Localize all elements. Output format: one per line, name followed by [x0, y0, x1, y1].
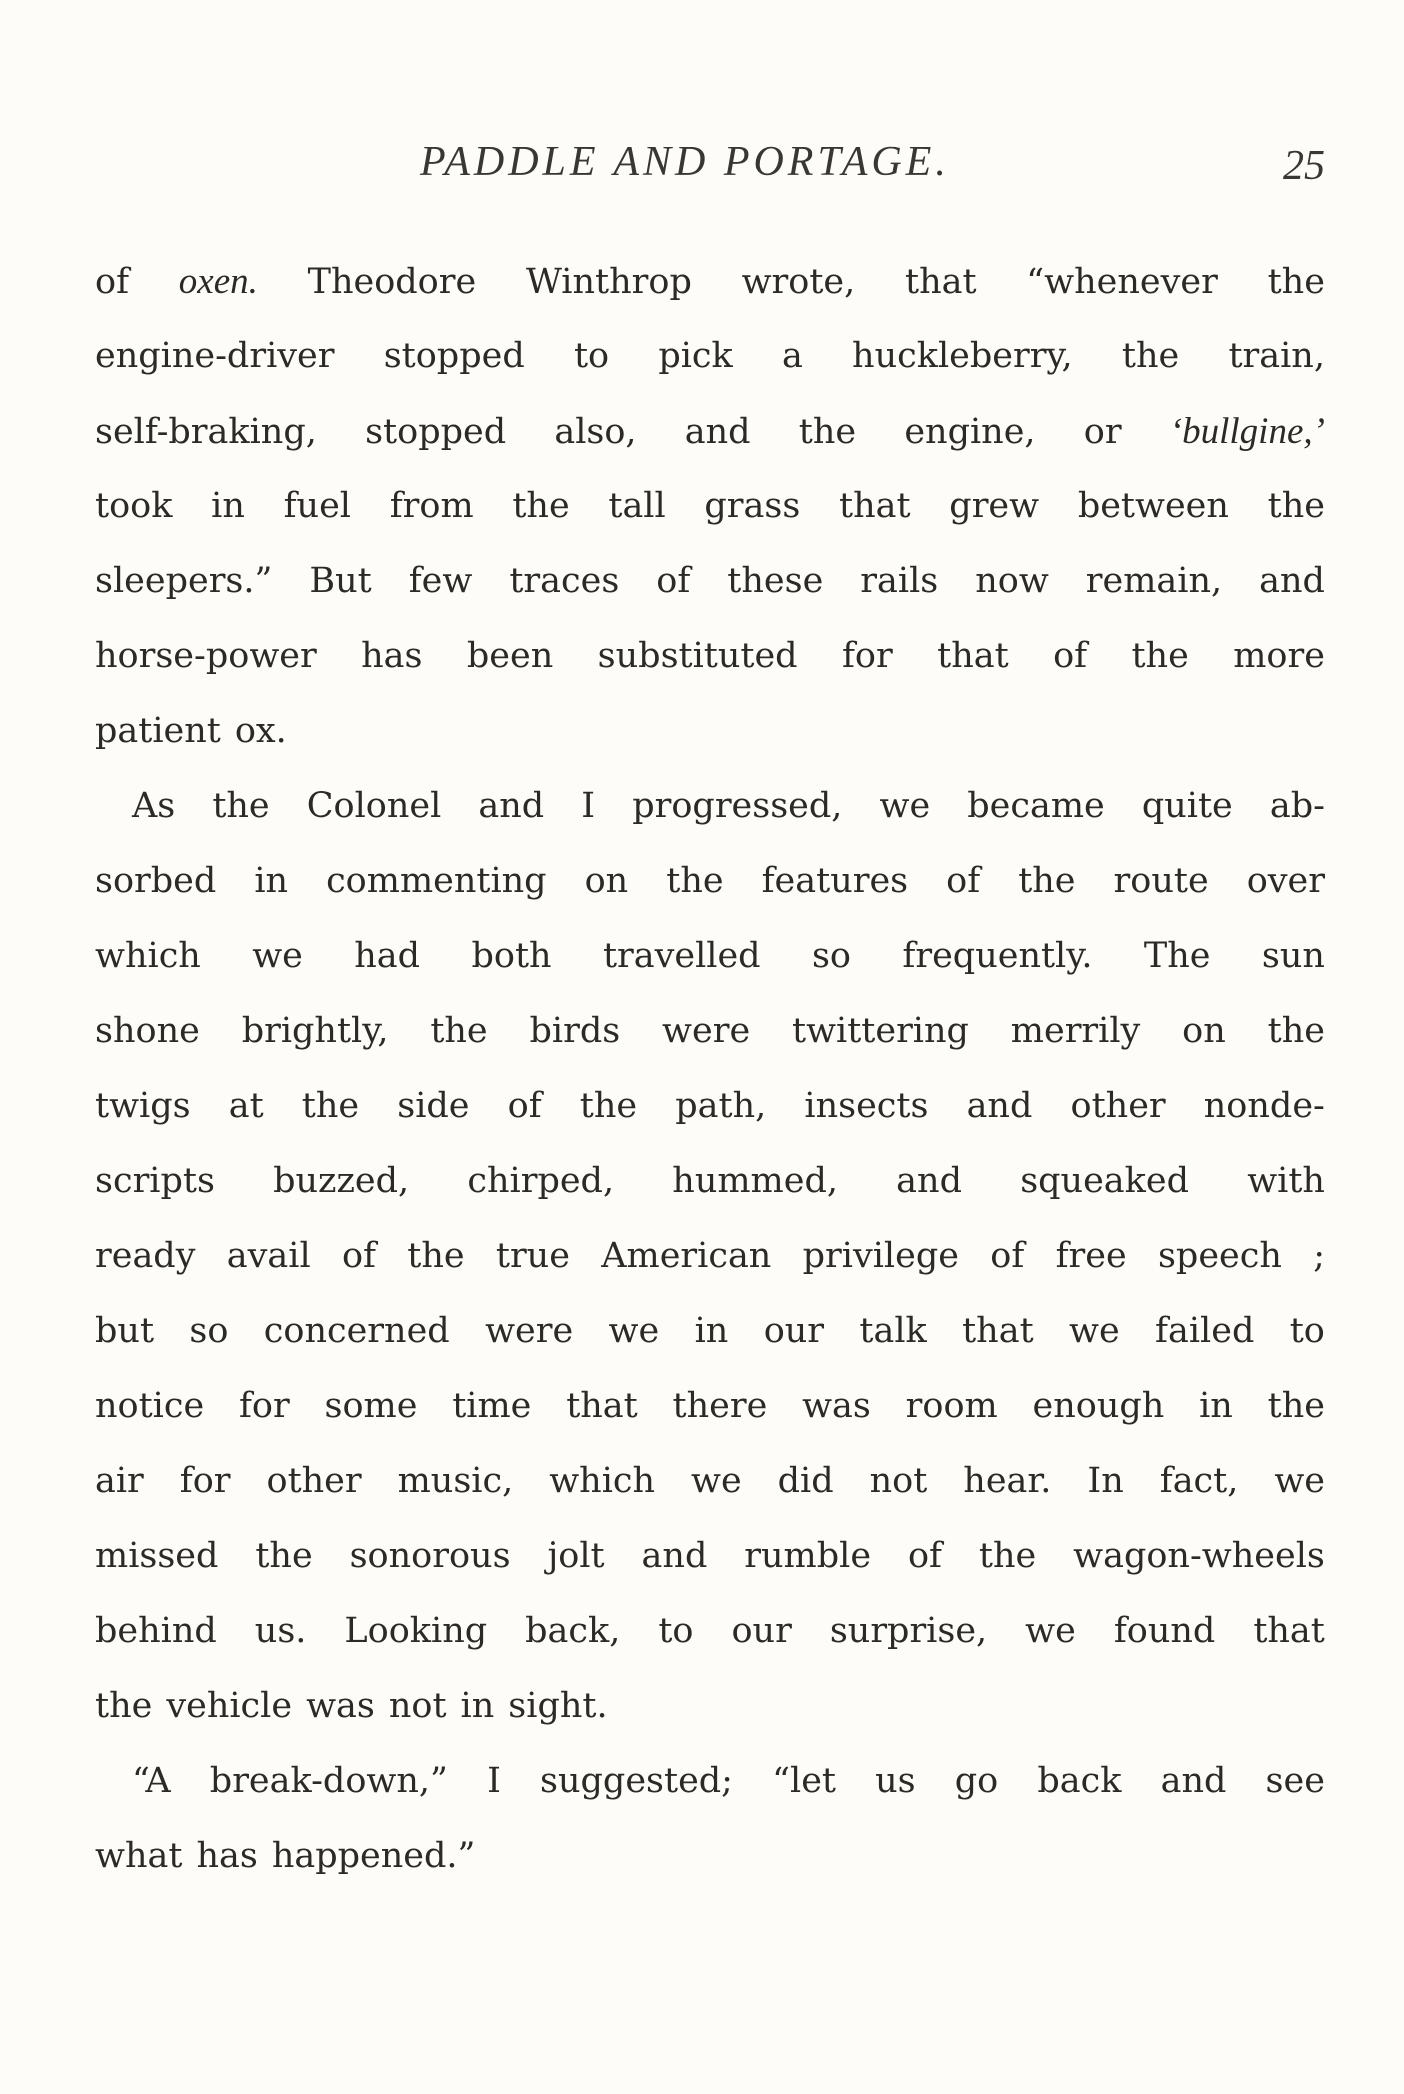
word: Theodore — [307, 262, 477, 302]
text-line — [95, 1444, 1325, 1519]
word: failed — [1155, 1311, 1255, 1351]
word: that — [839, 486, 911, 526]
word: commenting — [326, 861, 547, 901]
word: merrily — [1010, 1011, 1141, 1051]
word: back, — [525, 1611, 621, 1651]
word: notice — [95, 1386, 205, 1426]
text-line — [95, 394, 1325, 469]
word: and — [684, 412, 751, 452]
text-line — [95, 994, 1325, 1069]
word: squeaked — [1020, 1161, 1190, 1201]
word: buzzed, — [273, 1161, 410, 1201]
word: but — [95, 1311, 155, 1351]
word: back — [1037, 1761, 1122, 1801]
word: side — [397, 1086, 470, 1126]
word: we — [608, 1311, 660, 1351]
word: for — [238, 1386, 290, 1426]
word: scripts — [95, 1161, 215, 1201]
word: the — [798, 412, 857, 452]
word: was — [802, 1386, 871, 1426]
word: sight. — [508, 1686, 608, 1726]
word: insects — [804, 1086, 929, 1126]
word: features — [761, 861, 909, 901]
text-line — [95, 919, 1325, 994]
page-number: 25 — [1283, 143, 1325, 189]
word: had — [354, 936, 421, 976]
word: The — [1143, 936, 1211, 976]
word: chirped, — [467, 1161, 615, 1201]
word: not — [388, 1686, 447, 1726]
word: stopped — [365, 412, 507, 452]
word: of — [656, 561, 691, 601]
word: were — [662, 1011, 751, 1051]
word: huckleberry, — [852, 336, 1073, 376]
word: in — [1199, 1386, 1233, 1426]
word: patient — [95, 711, 221, 751]
text-line — [95, 1744, 1325, 1819]
word: the — [1267, 1011, 1325, 1051]
word: horse-power — [95, 636, 317, 676]
running-title: PADDLE AND PORTAGE. — [420, 139, 950, 185]
word: true — [495, 1236, 570, 1276]
word: talk — [859, 1311, 927, 1351]
running-header — [95, 138, 1325, 198]
word: see — [1265, 1761, 1325, 1801]
word: at — [228, 1086, 264, 1126]
text-line — [95, 319, 1325, 394]
word: which — [549, 1461, 656, 1501]
word: happened.” — [271, 1836, 476, 1876]
word: of — [95, 262, 130, 302]
text-line — [95, 769, 1325, 844]
word: rails — [860, 561, 939, 601]
word: path, — [675, 1086, 767, 1126]
word: go — [954, 1761, 999, 1801]
word: of — [341, 1236, 376, 1276]
word: time — [452, 1386, 532, 1426]
word: or — [1083, 412, 1122, 452]
word: what — [95, 1836, 183, 1876]
word: between — [1077, 486, 1229, 526]
word: But — [309, 561, 372, 601]
word: we — [1069, 1311, 1120, 1351]
word: us — [875, 1761, 916, 1801]
word: free — [1055, 1236, 1127, 1276]
word: room — [905, 1386, 998, 1426]
word: the — [301, 1086, 360, 1126]
word: now — [975, 561, 1049, 601]
word: twittering — [792, 1011, 969, 1051]
word: of — [990, 1236, 1025, 1276]
word: the — [1018, 861, 1076, 901]
word: from — [389, 486, 474, 526]
word: we — [252, 936, 303, 976]
word: in — [211, 486, 245, 526]
word: air — [95, 1461, 144, 1501]
word: grass — [704, 486, 801, 526]
word: the — [95, 1686, 153, 1726]
word: so — [811, 936, 852, 976]
italic-word: ‘bullgine,’ — [1169, 411, 1325, 452]
word: few — [408, 561, 473, 601]
word: progressed, — [632, 786, 843, 826]
word: and — [1259, 561, 1325, 601]
word: were — [485, 1311, 574, 1351]
word: for — [841, 636, 893, 676]
word: “whenever — [1026, 262, 1218, 302]
word: fuel — [283, 486, 351, 526]
word: the — [430, 1011, 488, 1051]
word: both — [471, 936, 552, 976]
text-line — [95, 1669, 1325, 1744]
word: the — [1267, 486, 1325, 526]
text-line — [95, 1294, 1325, 1369]
word: pick — [658, 336, 733, 376]
word: that — [962, 1311, 1034, 1351]
word: frequently. — [902, 936, 1093, 976]
word: the — [1267, 262, 1325, 302]
word: we — [691, 1461, 742, 1501]
word: rumble — [744, 1536, 872, 1576]
word: to — [573, 336, 610, 376]
word: we — [1025, 1611, 1076, 1651]
word: which — [95, 936, 201, 976]
word: also, — [554, 412, 637, 452]
text-line — [95, 1219, 1325, 1294]
word: of — [507, 1086, 542, 1126]
word: “A — [132, 1761, 171, 1801]
word: the — [666, 861, 724, 901]
word: tall — [608, 486, 666, 526]
word: other — [266, 1461, 362, 1501]
word: music, — [397, 1461, 514, 1501]
word: Winthrop — [525, 262, 692, 302]
word: us. — [254, 1611, 307, 1651]
word: self-braking, — [95, 412, 317, 452]
word: traces — [509, 561, 620, 601]
word: these — [727, 561, 824, 601]
word: our — [731, 1611, 792, 1651]
word: remain, — [1085, 561, 1223, 601]
text-line — [95, 544, 1325, 619]
word: substituted — [597, 636, 798, 676]
word: the — [1267, 1386, 1325, 1426]
word: hummed, — [672, 1161, 838, 1201]
text-line — [95, 1369, 1325, 1444]
word: the — [512, 486, 570, 526]
word: route — [1113, 861, 1209, 901]
word: Colonel — [306, 786, 442, 826]
word: ab- — [1269, 786, 1325, 826]
word: jolt — [547, 1536, 605, 1576]
word: suggested; — [540, 1761, 733, 1801]
word: the — [255, 1536, 313, 1576]
word: the — [1121, 336, 1180, 376]
word: that — [1253, 1611, 1325, 1651]
word: wagon-wheels — [1073, 1536, 1325, 1576]
word: on — [584, 861, 629, 901]
word: grew — [949, 486, 1040, 526]
word: to — [658, 1611, 694, 1651]
word: wrote, — [741, 262, 856, 302]
text-line — [95, 619, 1325, 694]
word: Looking — [344, 1611, 488, 1651]
word: of — [907, 1536, 942, 1576]
word: avail — [226, 1236, 311, 1276]
word: of — [1053, 636, 1088, 676]
word: American — [601, 1236, 772, 1276]
word: twigs — [95, 1086, 191, 1126]
word: in — [254, 861, 289, 901]
word: a — [781, 336, 803, 376]
word: speech — [1157, 1236, 1282, 1276]
italic-word: oxen. — [178, 261, 258, 302]
word: the — [212, 786, 270, 826]
word: enough — [1032, 1386, 1165, 1426]
word: some — [324, 1386, 418, 1426]
text-line — [95, 1069, 1325, 1144]
word: on — [1182, 1011, 1226, 1051]
word: As — [132, 786, 176, 826]
text-line — [95, 1819, 1325, 1894]
word: the — [579, 1086, 638, 1126]
word: engine-driver — [95, 336, 335, 376]
word: has — [361, 636, 423, 676]
word: train, — [1228, 336, 1325, 376]
word: ox. — [234, 711, 287, 751]
word: concerned — [263, 1311, 450, 1351]
text-line — [95, 1144, 1325, 1219]
word: we — [1274, 1461, 1325, 1501]
word: sonorous — [349, 1536, 511, 1576]
word: “let — [772, 1761, 836, 1801]
word: behind — [95, 1611, 217, 1651]
word: there — [672, 1386, 768, 1426]
word: brightly, — [241, 1011, 389, 1051]
word: the — [1131, 636, 1189, 676]
word: I — [487, 1761, 501, 1801]
word: and — [966, 1086, 1033, 1126]
text-line — [95, 844, 1325, 919]
text-line — [95, 469, 1325, 544]
word: surprise, — [829, 1611, 988, 1651]
word: been — [466, 636, 554, 676]
word: the — [407, 1236, 465, 1276]
word: has — [196, 1836, 258, 1876]
word: that — [937, 636, 1009, 676]
word: that — [905, 262, 977, 302]
word: we — [879, 786, 931, 826]
word: with — [1247, 1161, 1325, 1201]
word: engine, — [904, 412, 1036, 452]
word: and — [478, 786, 545, 826]
word: other — [1070, 1086, 1166, 1126]
word: that — [566, 1386, 638, 1426]
word: so — [189, 1311, 229, 1351]
word: birds — [529, 1011, 621, 1051]
word: sorbed — [95, 861, 217, 901]
word: to — [1289, 1311, 1325, 1351]
word: and — [641, 1536, 708, 1576]
word: vehicle — [166, 1686, 293, 1726]
body-text — [95, 244, 1325, 1894]
word: break-down,” — [209, 1761, 448, 1801]
word: fact, — [1159, 1461, 1239, 1501]
word: travelled — [602, 936, 761, 976]
word: for — [179, 1461, 231, 1501]
word: did — [777, 1461, 834, 1501]
word: not — [869, 1461, 928, 1501]
word: ; — [1313, 1236, 1325, 1276]
word: over — [1246, 861, 1325, 901]
word: became — [967, 786, 1105, 826]
word: hear. — [963, 1461, 1052, 1501]
word: ready — [95, 1236, 196, 1276]
word: and — [896, 1161, 962, 1201]
word: of — [946, 861, 981, 901]
text-line — [95, 694, 1325, 769]
text-line — [95, 1594, 1325, 1669]
word: sleepers.” — [95, 561, 273, 601]
word: the — [978, 1536, 1037, 1576]
word: in — [460, 1686, 495, 1726]
word: sun — [1261, 936, 1325, 976]
word: found — [1113, 1611, 1216, 1651]
word: nonde- — [1203, 1086, 1325, 1126]
word: more — [1233, 636, 1325, 676]
word: and — [1160, 1761, 1227, 1801]
word: I — [581, 786, 596, 826]
word: took — [95, 486, 173, 526]
word: our — [763, 1311, 825, 1351]
word: missed — [95, 1536, 219, 1576]
word: stopped — [383, 336, 525, 376]
word: In — [1087, 1461, 1124, 1501]
word: in — [694, 1311, 729, 1351]
text-line — [95, 244, 1325, 319]
word: privilege — [802, 1236, 959, 1276]
text-line — [95, 1519, 1325, 1594]
word: was — [306, 1686, 375, 1726]
word: shone — [95, 1011, 200, 1051]
word: quite — [1141, 786, 1233, 826]
